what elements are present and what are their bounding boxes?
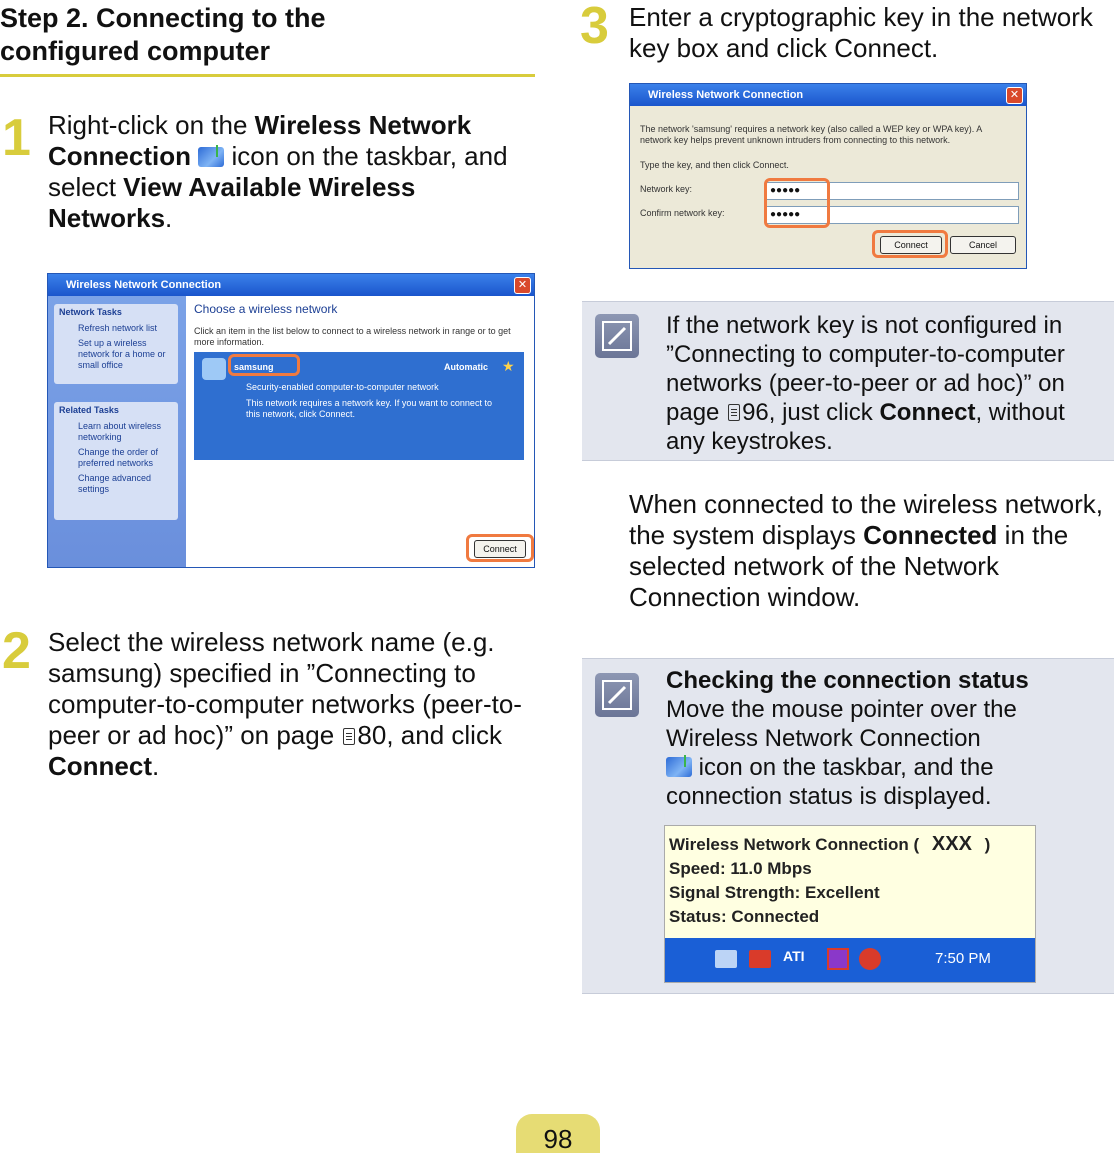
- step-1-number: 1: [2, 109, 31, 167]
- key-window-title: Wireless Network Connection: [648, 89, 804, 101]
- step-1-bold-1: Wireless Network Connection: [48, 110, 472, 171]
- task-refresh-network-list[interactable]: Refresh network list: [78, 323, 158, 333]
- main-pane: [186, 296, 534, 567]
- connected-bold: Connected: [863, 520, 998, 550]
- window-titlebar: [48, 274, 534, 296]
- close-icon[interactable]: ✕: [1006, 87, 1023, 104]
- step-2-mid: , and click: [386, 720, 502, 750]
- step-3-number: 3: [580, 0, 609, 55]
- window-title: Wireless Network Connection: [66, 279, 222, 291]
- confirm-key-input[interactable]: ●●●●●: [766, 206, 1019, 224]
- network-tasks-header: Network Tasks: [59, 307, 122, 317]
- step-1-bold-2: View Available Wireless Networks: [48, 172, 416, 233]
- step-2-bold: Connect: [48, 751, 152, 781]
- note-pencil-icon: [595, 314, 639, 358]
- task-change-advanced[interactable]: Change advanced settings: [78, 473, 152, 494]
- confirm-key-label: Confirm network key:: [640, 208, 725, 218]
- key-message: The network 'samsung' requires a network key (also called a WEP key or WPA key). A network key helps prevent unknown intruders from connecting to this network.: [640, 124, 982, 145]
- status-tooltip: [665, 826, 1035, 938]
- task-learn-about-wireless[interactable]: Learn about wireless networking: [78, 421, 162, 442]
- key-connect-button[interactable]: Connect: [880, 236, 942, 254]
- page-reference-icon: [343, 728, 355, 745]
- step-1-mid: icon on the taskbar, and select: [48, 141, 508, 202]
- tray-network-icon[interactable]: [715, 950, 737, 968]
- network-key-screenshot: [629, 83, 1027, 269]
- note-1-bold: Connect: [879, 399, 976, 426]
- tooltip-connection-label: Wireless Network Connection (: [669, 835, 920, 854]
- connected-end: in the selected network of the Network Connection window.: [629, 520, 1069, 612]
- section-heading: [0, 2, 534, 68]
- note-pencil-icon: [595, 673, 639, 717]
- note-1-page-ref: 96: [742, 399, 769, 426]
- step-2-body: Select the wireless network name (e.g. samsung) specified in ”Connecting to computer-to-computer networks (peer-to-peer or ad hoc)” on page: [48, 627, 522, 750]
- task-change-order[interactable]: Change the order of preferred networks: [78, 447, 159, 468]
- close-icon[interactable]: ✕: [514, 277, 531, 294]
- connected-pre: When connected to the wireless network, the system displays: [629, 489, 1104, 550]
- task-set-up-network[interactable]: Set up a wireless network for a home or small office: [78, 338, 166, 370]
- step-2-text: [48, 627, 528, 782]
- heading-line-1: Step 2. Connecting to the: [0, 3, 326, 33]
- tray-clock[interactable]: 7:50 PM: [935, 950, 991, 967]
- network-name-highlight: [228, 354, 300, 376]
- connection-status-screenshot: [664, 825, 1036, 983]
- step-2-end: .: [152, 751, 160, 781]
- note-1-pre: If the network key is not configured in ”Connecting to computer-to-computer networks (peer-to-peer or ad hoc)” on page: [666, 312, 1065, 426]
- step-1-pre: Right-click on the: [48, 110, 255, 140]
- network-description: This network requires a network key. If you want to connect to this network, click Connect.: [246, 398, 492, 419]
- wireless-computer-icon: [202, 358, 226, 380]
- note-2-title: Checking the connection status: [666, 667, 1029, 694]
- task-pane: [48, 296, 186, 567]
- network-key-input[interactable]: ●●●●●: [766, 182, 1019, 200]
- connect-highlight: [466, 534, 534, 562]
- step-3-text: Enter a cryptographic key in the network key box and click Connect.: [629, 2, 1093, 63]
- page-number: 98: [516, 1114, 600, 1153]
- main-title: Choose a wireless network: [194, 302, 338, 316]
- instruction-text: Click an item in the list below to connect to a wireless network in range or to get more information.: [194, 326, 511, 347]
- wireless-network-tray-icon: [198, 147, 224, 167]
- note-2-end: icon on the taskbar, and the connection status is displayed.: [666, 754, 994, 810]
- key-prompt: Type the key, and then click Connect.: [640, 160, 789, 170]
- note-box-key: [582, 301, 1114, 461]
- key-fields-highlight: [764, 178, 830, 228]
- tooltip-close-paren: ): [984, 835, 991, 854]
- tooltip-network-name: XXX: [931, 833, 972, 855]
- note-2-pre: Move the mouse pointer over the Wireless Network Connection: [666, 696, 1017, 752]
- page-reference-icon: [728, 404, 740, 421]
- connect-button[interactable]: Connect: [474, 540, 526, 558]
- security-text: Security-enabled computer-to-computer network: [246, 382, 439, 392]
- star-icon: ★: [502, 358, 515, 374]
- tray-shield-icon[interactable]: [859, 948, 881, 970]
- key-cancel-button[interactable]: Cancel: [950, 236, 1016, 254]
- related-tasks-header: Related Tasks: [59, 405, 119, 415]
- key-connect-highlight: [872, 230, 948, 258]
- tooltip-status: Status: Connected: [669, 907, 820, 926]
- tooltip-speed: Speed: 11.0 Mbps: [669, 859, 812, 878]
- step-1-text: [48, 110, 528, 234]
- key-window-titlebar: [630, 84, 1026, 106]
- taskbar-tray: [665, 938, 1035, 982]
- tooltip-signal: Signal Strength: Excellent: [669, 883, 880, 902]
- tray-app-icon[interactable]: [827, 948, 849, 970]
- note-1-end: , without any keystrokes.: [666, 399, 1065, 455]
- wireless-network-tray-icon: [666, 757, 692, 777]
- choose-network-screenshot: [47, 273, 535, 568]
- network-tasks-box: [54, 304, 178, 384]
- step-2-page-ref: 80: [357, 720, 387, 750]
- heading-divider: [0, 74, 535, 77]
- tray-ati-icon[interactable]: ATI: [783, 948, 805, 964]
- network-key-label: Network key:: [640, 184, 693, 194]
- note-1-text: [666, 311, 1086, 456]
- step-2-number: 2: [2, 622, 31, 680]
- connected-paragraph: [629, 489, 1114, 613]
- step-1-end: .: [165, 203, 173, 233]
- note-box-status: [582, 658, 1114, 994]
- note-2-text: [666, 666, 1086, 811]
- heading-line-2: configured computer: [0, 36, 271, 66]
- network-name: samsung: [234, 362, 274, 372]
- tray-volume-icon[interactable]: [749, 950, 771, 968]
- tooltip-line-1: [669, 832, 1031, 857]
- network-mode: Automatic: [444, 362, 489, 372]
- note-1-mid: , just click: [768, 399, 880, 426]
- related-tasks-box: [54, 402, 178, 520]
